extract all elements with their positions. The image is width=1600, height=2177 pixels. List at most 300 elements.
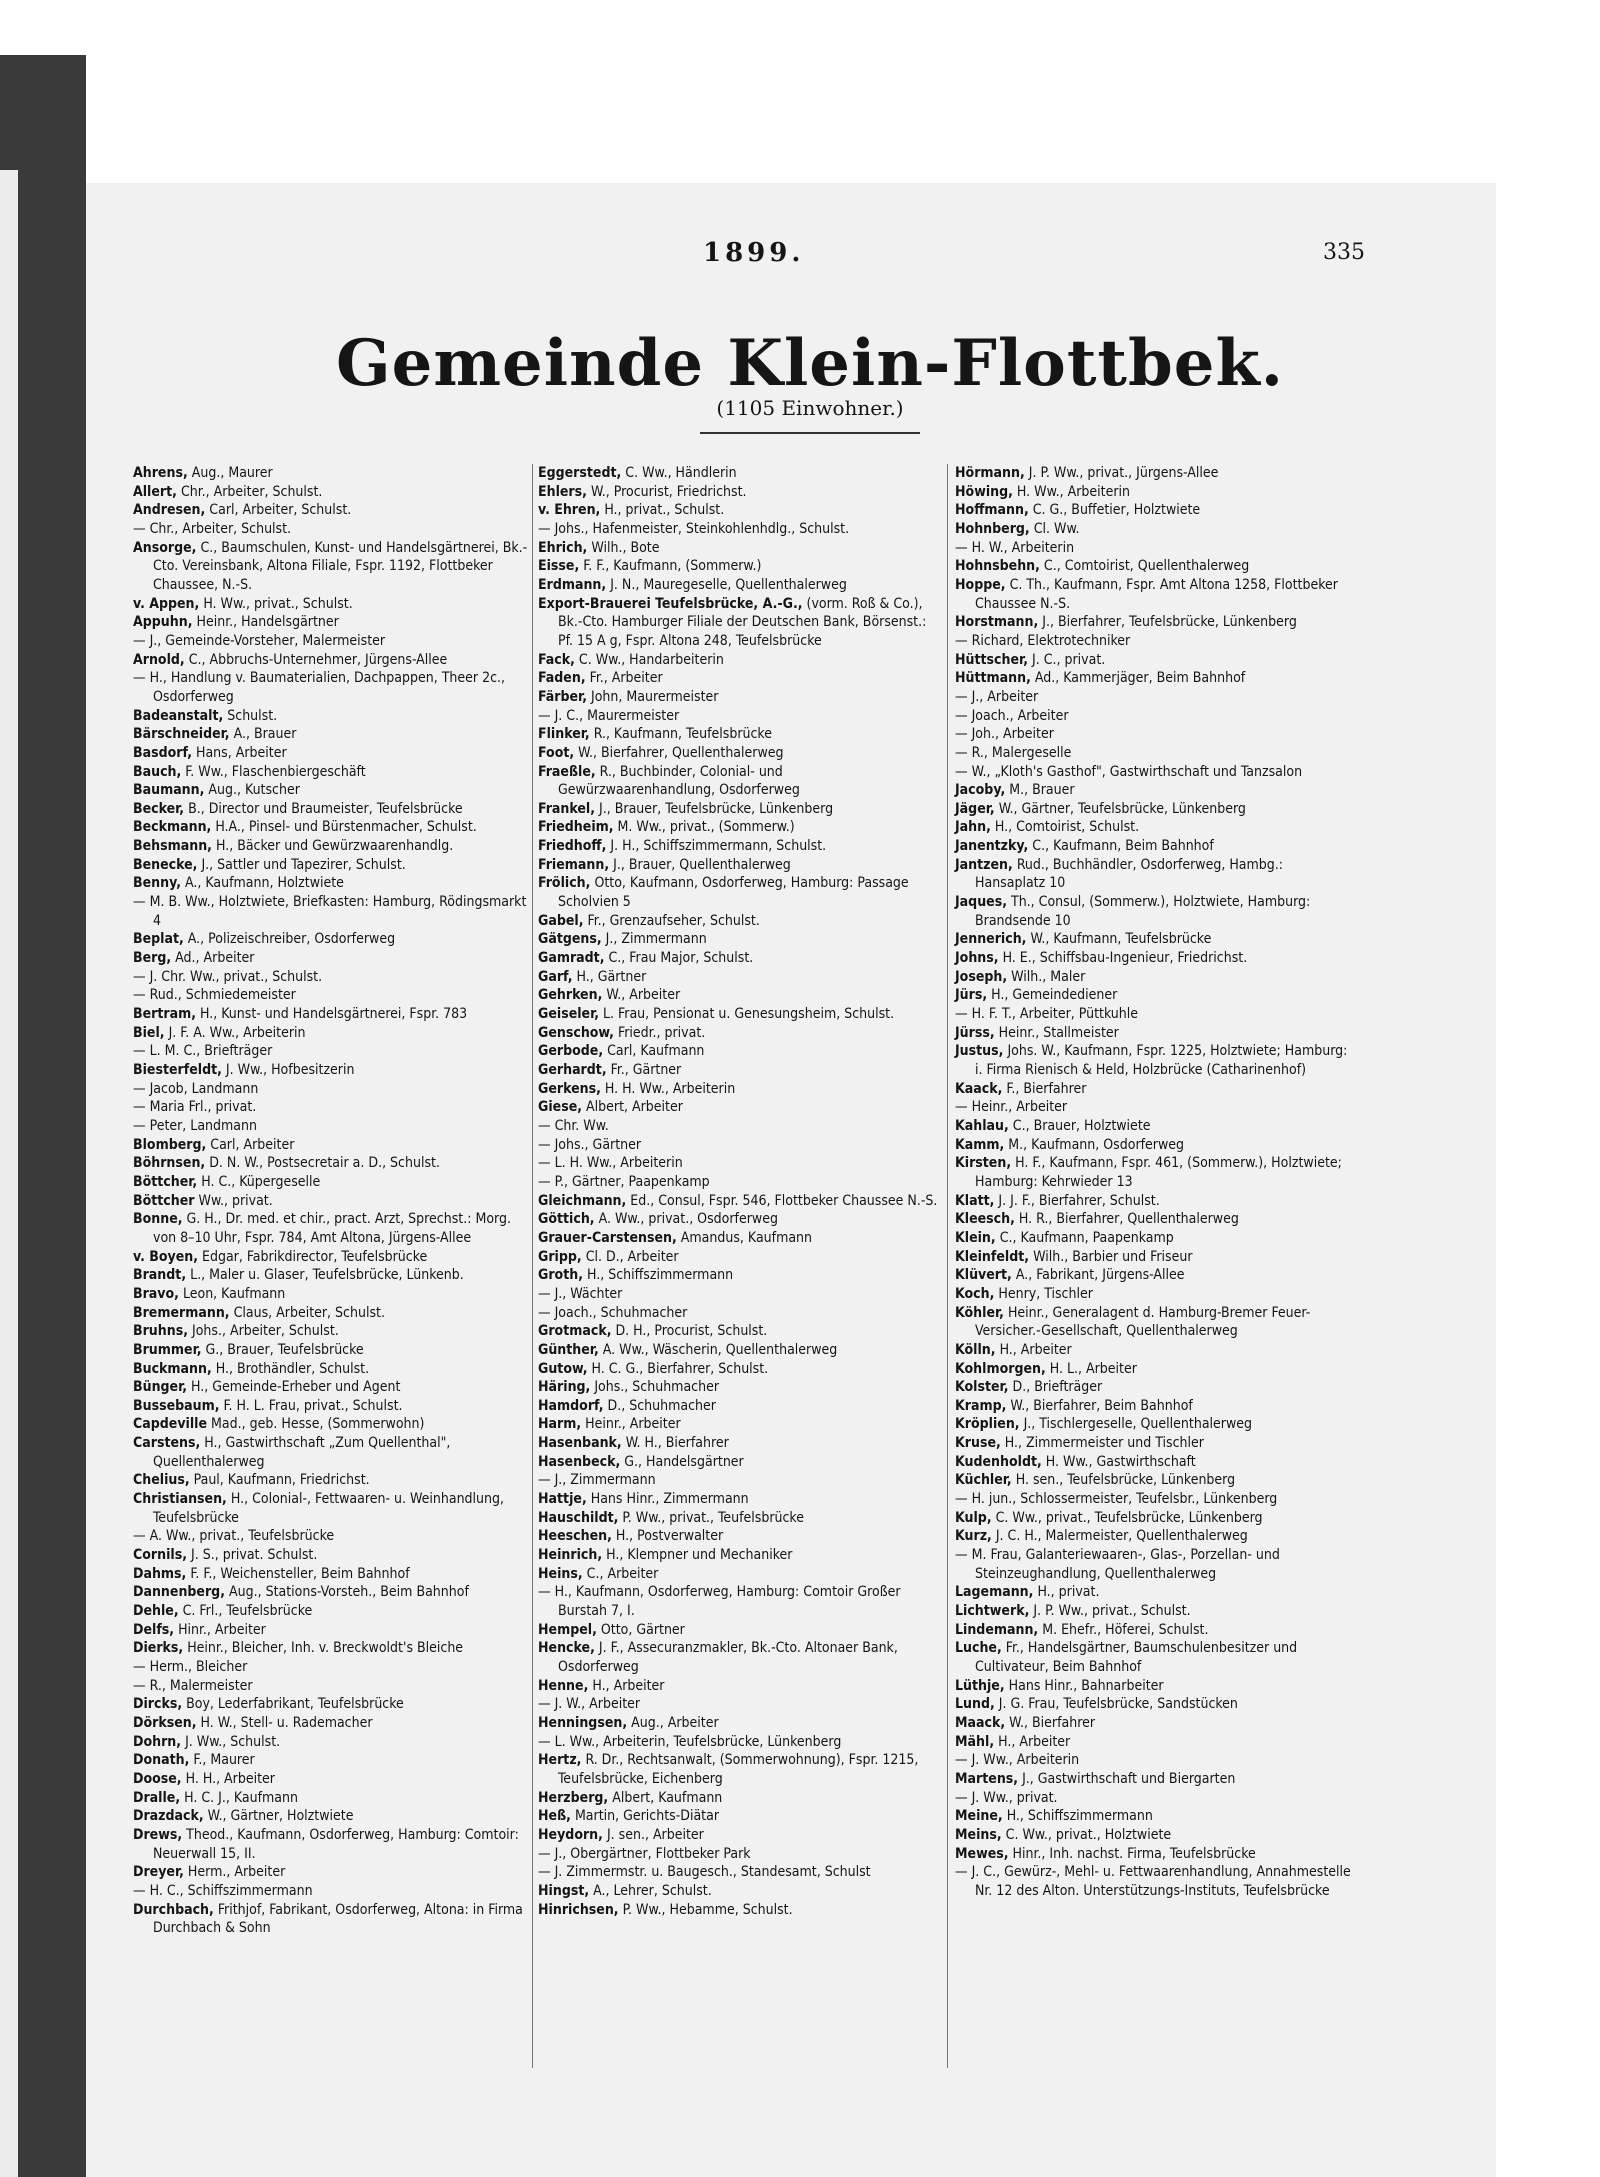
entry-surname: Biel,	[133, 1024, 165, 1041]
entry-details: — H. W., Arbeiterin	[955, 539, 1075, 556]
directory-entry	[955, 1453, 1357, 1472]
entry-surname: Luche,	[955, 1640, 1002, 1657]
entry-surname: Kruse,	[955, 1435, 1001, 1452]
directory-entry	[955, 1304, 1357, 1341]
entry-surname: Kolster,	[955, 1379, 1009, 1396]
entry-details: Heinr., Arbeiter	[585, 1416, 681, 1433]
entry-surname: Allert,	[133, 483, 177, 500]
entry-surname: Doose,	[133, 1770, 182, 1787]
entry-surname: Benecke,	[133, 856, 198, 873]
entry-details: Wilh., Barbier und Friseur	[1033, 1248, 1193, 1265]
entry-details: F. Ww., Flaschenbiergeschäft	[185, 763, 366, 780]
directory-entry	[955, 949, 1357, 968]
directory-entry	[538, 1509, 940, 1528]
directory-entry	[538, 1639, 940, 1676]
entry-details: H. L., Arbeiter	[1049, 1360, 1137, 1377]
entry-details: C., Kaufmann, Paapenkamp	[999, 1229, 1174, 1246]
entry-details: Hinr., Arbeiter	[178, 1621, 266, 1638]
directory-entry	[538, 1192, 940, 1211]
entry-details: J. C. H., Malermeister, Quellenthalerweg	[995, 1528, 1248, 1545]
entry-details: — J. C., Gewürz-, Mehl- u. Fettwaarenhandlung, Annahmestelle Nr. 12 des Alton. Unterstützungs-Instituts, Teufelsbrücke	[955, 1864, 1351, 1899]
entry-details: P. Ww., privat., Teufelsbrücke	[622, 1509, 804, 1526]
entry-details: F. H. L. Frau, privat., Schulst.	[223, 1397, 403, 1414]
directory-entry	[133, 632, 535, 651]
entry-details: — J. C., Maurermeister	[538, 707, 680, 724]
directory-entry	[133, 818, 535, 837]
entry-surname: Behsmann,	[133, 838, 212, 855]
section-subtitle: (1105 Einwohner.)	[716, 396, 904, 420]
entry-details: — H. F. T., Arbeiter, Püttkuhle	[955, 1006, 1139, 1023]
directory-entry	[955, 464, 1357, 483]
directory-entry	[538, 1154, 940, 1173]
entry-details: H., Gemeindediener	[991, 987, 1118, 1004]
entry-surname: Dohrn,	[133, 1733, 182, 1750]
entry-details: Fr., Grenzaufseher, Schulst.	[587, 912, 760, 929]
entry-details: Friedr., privat.	[617, 1024, 706, 1041]
entry-surname: Buckmann,	[133, 1360, 212, 1377]
entry-surname: Gätgens,	[538, 931, 602, 948]
entry-surname: Justus,	[955, 1043, 1004, 1060]
entry-details: D. N. W., Postsecretair a. D., Schulst.	[209, 1155, 440, 1172]
entry-details: — Chr., Arbeiter, Schulst.	[133, 520, 292, 537]
directory-entry	[955, 1192, 1357, 1211]
entry-surname: Bussebaum,	[133, 1397, 220, 1414]
entry-details: Johs., Arbeiter, Schulst.	[192, 1323, 339, 1340]
entry-details: Edgar, Fabrikdirector, Teufelsbrücke	[202, 1248, 428, 1265]
directory-entry	[538, 1061, 940, 1080]
entry-details: C. Ww., privat., Teufelsbrücke, Lünkenberg	[995, 1509, 1263, 1526]
entry-surname: Hingst,	[538, 1882, 590, 1899]
entry-surname: Durchbach,	[133, 1901, 214, 1918]
directory-entry	[538, 1378, 940, 1397]
directory-entry	[538, 1733, 940, 1752]
entry-surname: Henningsen,	[538, 1714, 628, 1731]
entry-details: Hans, Arbeiter	[195, 744, 287, 761]
entry-details: Frithjof, Fabrikant, Osdorferweg, Altona: in Firma Durchbach & Sohn	[153, 1901, 523, 1937]
entry-surname: Fack,	[538, 651, 575, 668]
entry-details: J., Gastwirthschaft und Biergarten	[1022, 1770, 1236, 1787]
directory-entry	[955, 1490, 1357, 1509]
entry-details: B., Director und Braumeister, Teufelsbrücke	[188, 800, 463, 817]
entry-details: Heinr., Stallmeister	[998, 1024, 1119, 1041]
directory-entry	[133, 1304, 535, 1323]
directory-entry	[955, 707, 1357, 726]
entry-details: C., Comtoirist, Quellenthalerweg	[1043, 558, 1250, 575]
entry-details: — W., „Kloth's Gasthof", Gastwirthschaft und Tanzsalon	[955, 763, 1303, 780]
entry-details: H. C., Küpergeselle	[201, 1173, 321, 1190]
entry-details: H., Gärtner	[576, 968, 647, 985]
directory-entry	[538, 968, 940, 987]
entry-details: Ad., Kammerjäger, Beim Bahnhof	[1034, 670, 1246, 687]
directory-entry	[133, 464, 535, 483]
entry-surname: Donath,	[133, 1752, 190, 1769]
entry-surname: Gamradt,	[538, 950, 605, 967]
entry-details: — Joh., Arbeiter	[955, 726, 1054, 743]
entry-details: P. Ww., Hebamme, Schulst.	[622, 1901, 793, 1918]
entry-details: — L. M. C., Briefträger	[133, 1043, 273, 1060]
column-divider	[947, 464, 948, 2068]
entry-surname: Foot,	[538, 744, 575, 761]
entry-surname: Bünger,	[133, 1379, 188, 1396]
directory-entry	[133, 1042, 535, 1061]
directory-entry	[133, 1154, 535, 1173]
entry-surname: Johns,	[955, 950, 999, 967]
entry-details: D. H., Procurist, Schulst.	[615, 1323, 768, 1340]
entry-details: J., Brauer, Teufelsbrücke, Lünkenberg	[599, 800, 834, 817]
entry-details: J., Sattler und Tapezirer, Schulst.	[201, 856, 406, 873]
entry-surname: Hohnsbehn,	[955, 558, 1040, 575]
entry-surname: Delfs,	[133, 1621, 175, 1638]
entry-surname: Jürss,	[955, 1024, 995, 1041]
directory-entry	[538, 1360, 940, 1379]
entry-details: C., Abbruchs-Unternehmer, Jürgens-Allee	[188, 651, 448, 668]
entry-details: Aug., Kutscher	[208, 782, 300, 799]
entry-details: C., Frau Major, Schulst.	[608, 950, 754, 967]
entry-details: Fr., Gärtner	[610, 1062, 682, 1078]
entry-details: M. Ehefr., Höferei, Schulst.	[1042, 1621, 1209, 1638]
directory-entry	[955, 1080, 1357, 1099]
directory-entry	[955, 725, 1357, 744]
entry-surname: Färber,	[538, 688, 587, 705]
directory-entry	[538, 1117, 940, 1136]
entry-details: — M. B. Ww., Holztwiete, Briefkasten: Hamburg, Rödingsmarkt 4	[133, 894, 527, 929]
directory-entry	[955, 856, 1357, 893]
entry-details: L., Maler u. Glaser, Teufelsbrücke, Lünkenb.	[190, 1267, 464, 1284]
entry-surname: Kamm,	[955, 1136, 1005, 1153]
directory-entry	[538, 501, 940, 520]
directory-entry	[538, 483, 940, 502]
entry-details: Aug., Arbeiter	[631, 1714, 719, 1731]
directory-entry	[538, 1098, 940, 1117]
directory-entry	[133, 483, 535, 502]
directory-entry	[538, 651, 940, 670]
directory-entry	[538, 1807, 940, 1826]
entry-surname: Fraeßle,	[538, 763, 596, 780]
entry-details: Henry, Tischler	[998, 1285, 1093, 1302]
entry-details: C., Baumschulen, Kunst- und Handelsgärtnerei, Bk.-Cto. Vereinsbank, Altona Filiale, Fspr. 1192, Flottbeker Chaussee, N.-S.	[153, 539, 528, 593]
entry-surname: v. Boyen,	[133, 1248, 198, 1265]
entry-surname: Hattje,	[538, 1491, 587, 1508]
directory-entry	[538, 1471, 940, 1490]
directory-entry	[955, 1005, 1357, 1024]
entry-surname: Hamdorf,	[538, 1397, 604, 1414]
entry-details: H. sen., Teufelsbrücke, Lünkenberg	[1015, 1472, 1236, 1489]
entry-details: G., Handelsgärtner	[624, 1453, 744, 1470]
entry-details: H.A., Pinsel- und Bürstenmacher, Schulst.	[215, 819, 477, 836]
directory-entry	[133, 501, 535, 520]
entry-surname: Drazdack,	[133, 1808, 204, 1825]
directory-entry	[133, 800, 535, 819]
entry-surname: Kahlau,	[955, 1117, 1009, 1134]
entry-details: H. C. G., Bierfahrer, Schulst.	[591, 1360, 769, 1377]
entry-details: Wilh., Maler	[1011, 968, 1086, 985]
entry-surname: Gripp,	[538, 1248, 582, 1265]
entry-surname: Kirsten,	[955, 1155, 1012, 1172]
directory-entry	[538, 725, 940, 744]
entry-details: Hinr., Inh. nachst. Firma, Teufelsbrücke	[1012, 1845, 1256, 1862]
entry-surname: Klatt,	[955, 1192, 995, 1209]
entry-details: F. F., Kaufmann, (Sommerw.)	[583, 558, 762, 575]
entry-details: H., Arbeiter	[999, 1341, 1072, 1358]
directory-entry	[955, 1210, 1357, 1229]
entry-details: Heinr., Handelsgärtner	[196, 614, 339, 631]
entry-surname: Jantzen,	[955, 856, 1013, 873]
entry-details: Johs. W., Kaufmann, Fspr. 1225, Holztwiete; Hamburg: i. Firma Rienisch & Held, Holzbrücke (Catharinenhof)	[975, 1043, 1348, 1078]
entry-details: W. H., Bierfahrer	[625, 1435, 729, 1452]
directory-entry	[133, 986, 535, 1005]
directory-entry	[133, 669, 535, 706]
entry-details: — J., Wächter	[538, 1285, 623, 1302]
directory-entry	[538, 1863, 940, 1882]
directory-entry	[538, 1322, 940, 1341]
directory-entry	[538, 1453, 940, 1472]
directory-entry	[538, 1695, 940, 1714]
entry-surname: Bertram,	[133, 1006, 196, 1023]
entry-details: D., Briefträger	[1012, 1379, 1103, 1396]
entry-surname: Erdmann,	[538, 576, 607, 593]
entry-details: H., Postverwalter	[615, 1528, 724, 1545]
entry-details: — J. Zimmermstr. u. Baugesch., Standesamt, Schulst	[538, 1864, 871, 1881]
directory-entry	[133, 1248, 535, 1267]
entry-surname: Mähl,	[955, 1733, 995, 1750]
directory-entry	[955, 1229, 1357, 1248]
entry-details: Otto, Gärtner	[600, 1621, 685, 1638]
entry-surname: Benny,	[133, 875, 181, 892]
directory-entry	[538, 669, 940, 688]
directory-entry	[955, 1117, 1357, 1136]
entry-surname: Frankel,	[538, 800, 596, 817]
directory-entry	[955, 1378, 1357, 1397]
entry-surname: Dörksen,	[133, 1714, 197, 1731]
entry-surname: Heydorn,	[538, 1826, 603, 1843]
directory-column-3	[955, 464, 1357, 1901]
entry-surname: Kleinfeldt,	[955, 1248, 1030, 1265]
entry-details: Carl, Arbeiter	[210, 1136, 295, 1153]
entry-surname: Lüthje,	[955, 1677, 1005, 1694]
entry-details: M., Brauer	[1009, 782, 1075, 799]
directory-entry	[955, 1360, 1357, 1379]
entry-surname: Ehlers,	[538, 483, 587, 500]
entry-details: Amandus, Kaufmann	[680, 1229, 813, 1246]
entry-details: C., Kaufmann, Beim Bahnhof	[1032, 838, 1214, 855]
entry-surname: Gehrken,	[538, 987, 603, 1004]
entry-details: F., Maurer	[193, 1752, 255, 1769]
directory-entry	[538, 1490, 940, 1509]
directory-entry	[133, 539, 535, 595]
entry-surname: Horstmann,	[955, 614, 1039, 631]
entry-details: Paul, Kaufmann, Friedrichst.	[193, 1472, 370, 1489]
directory-entry	[955, 1285, 1357, 1304]
entry-details: Otto, Kaufmann, Osdorferweg, Hamburg: Passage Scholvien 5	[558, 875, 909, 911]
entry-details: — H. jun., Schlossermeister, Teufelsbr., Lünkenberg	[955, 1491, 1278, 1508]
entry-details: J. P. Ww., privat., Schulst.	[1033, 1603, 1191, 1620]
entry-details: F. F., Weichensteller, Beim Bahnhof	[190, 1565, 410, 1582]
entry-details: J. H., Schiffszimmermann, Schulst.	[610, 838, 827, 855]
entry-surname: Beckmann,	[133, 819, 212, 836]
directory-entry	[955, 1695, 1357, 1714]
directory-entry	[955, 781, 1357, 800]
entry-details: H., privat.	[1037, 1584, 1100, 1601]
directory-entry	[133, 1378, 535, 1397]
directory-entry	[133, 1789, 535, 1808]
entry-surname: Bravo,	[133, 1285, 179, 1302]
entry-details: Boy, Lederfabrikant, Teufelsbrücke	[186, 1696, 404, 1713]
entry-details: C. Ww., Händlerin	[625, 465, 737, 481]
directory-entry	[538, 1210, 940, 1229]
directory-entry	[133, 1770, 535, 1789]
entry-details: Leon, Kaufmann	[182, 1285, 286, 1302]
directory-entry	[955, 1733, 1357, 1752]
entry-surname: Bremermann,	[133, 1304, 230, 1321]
directory-entry	[538, 1583, 940, 1620]
entry-surname: Jäger,	[955, 800, 995, 817]
entry-surname: Bärschneider,	[133, 726, 230, 743]
entry-surname: Dircks,	[133, 1696, 183, 1713]
entry-details: Ed., Consul, Fspr. 546, Flottbeker Chaussee N.-S.	[630, 1192, 938, 1209]
entry-details: — R., Malermeister	[133, 1677, 253, 1694]
entry-details: D., Schuhmacher	[607, 1397, 716, 1414]
entry-details: W., Bierfahrer, Quellenthalerweg	[578, 744, 784, 761]
entry-surname: Becker,	[133, 800, 185, 817]
entry-surname: Gerbode,	[538, 1043, 604, 1060]
entry-surname: Arnold,	[133, 651, 185, 668]
entry-details: — H. C., Schiffszimmermann	[133, 1882, 313, 1899]
entry-details: H. Ww., Arbeiterin	[1016, 483, 1131, 500]
directory-entry	[538, 800, 940, 819]
entry-details: H. W., Stell- u. Rademacher	[200, 1714, 373, 1731]
entry-details: — Maria Frl., privat.	[133, 1099, 257, 1116]
entry-surname: Günther,	[538, 1341, 599, 1358]
entry-details: H., Comtoirist, Schulst.	[994, 819, 1140, 836]
directory-entry	[133, 1602, 535, 1621]
entry-details: Carl, Arbeiter, Schulst.	[209, 502, 352, 519]
directory-entry	[538, 1565, 940, 1584]
directory-entry	[133, 1621, 535, 1640]
directory-entry	[955, 669, 1357, 688]
entry-details: H. C. J., Kaufmann	[184, 1789, 298, 1806]
directory-entry	[133, 744, 535, 763]
entry-details: W., Procurist, Friedrichst.	[590, 483, 747, 500]
entry-surname: v. Appen,	[133, 595, 200, 612]
directory-entry	[133, 1677, 535, 1696]
entry-surname: Kohlmorgen,	[955, 1360, 1046, 1377]
directory-entry	[538, 818, 940, 837]
directory-entry	[538, 1173, 940, 1192]
entry-surname: Export-Brauerei Teufelsbrücke, A.-G.,	[538, 595, 803, 612]
entry-details: J., Brauer, Quellenthalerweg	[613, 856, 791, 873]
entry-surname: Lund,	[955, 1696, 995, 1713]
directory-entry	[538, 1751, 940, 1788]
directory-entry	[133, 595, 535, 614]
directory-entry	[133, 1639, 535, 1658]
entry-surname: Klüvert,	[955, 1267, 1012, 1284]
entry-details: Fr., Handelsgärtner, Baumschulenbesitzer und Cultivateur, Beim Bahnhof	[975, 1640, 1298, 1675]
entry-surname: Kramp,	[955, 1397, 1007, 1414]
entry-details: A., Brauer	[233, 726, 297, 743]
directory-entry	[538, 1714, 940, 1733]
entry-details: H. H. Ww., Arbeiterin	[604, 1080, 736, 1097]
directory-entry	[955, 763, 1357, 782]
directory-entry	[955, 986, 1357, 1005]
entry-surname: Bruhns,	[133, 1323, 189, 1340]
entry-details: A., Kaufmann, Holztwiete	[185, 875, 344, 892]
directory-entry	[955, 1845, 1357, 1864]
directory-entry	[955, 557, 1357, 576]
entry-surname: Meine,	[955, 1808, 1003, 1825]
entry-details: J. F. A. Ww., Arbeiterin	[168, 1024, 306, 1041]
directory-entry	[538, 1304, 940, 1323]
directory-entry	[955, 1024, 1357, 1043]
entry-details: C. Frl., Teufelsbrücke	[182, 1603, 313, 1620]
directory-entry	[955, 1415, 1357, 1434]
entry-details: M. Ww., privat., (Sommerw.)	[617, 819, 795, 836]
entry-details: H., Arbeiter	[592, 1677, 665, 1694]
directory-entry	[955, 483, 1357, 502]
directory-entry	[538, 1248, 940, 1267]
entry-details: A. Ww., Wäscherin, Quellenthalerweg	[602, 1341, 838, 1358]
entry-details: H., Klempner und Mechaniker	[606, 1547, 793, 1564]
entry-details: J. sen., Arbeiter	[606, 1826, 704, 1843]
entry-details: H. Ww., Gastwirthschaft	[1045, 1453, 1196, 1470]
entry-details: — Richard, Elektrotechniker	[955, 632, 1131, 649]
entry-surname: Klein,	[955, 1229, 996, 1246]
entry-surname: Dreyer,	[133, 1864, 184, 1881]
entry-details: J. C., privat.	[1031, 651, 1106, 668]
entry-surname: Böttcher	[133, 1192, 195, 1209]
entry-details: R. Dr., Rechtsanwalt, (Sommerwohnung), Fspr. 1215, Teufelsbrücke, Eichenberg	[558, 1752, 919, 1787]
directory-entry	[133, 1882, 535, 1901]
directory-entry	[133, 520, 535, 539]
directory-entry	[538, 520, 940, 539]
directory-entry	[133, 1210, 535, 1247]
entry-details: W., Bierfahrer, Beim Bahnhof	[1010, 1397, 1193, 1414]
directory-entry	[133, 1471, 535, 1490]
entry-surname: Garf,	[538, 968, 573, 985]
directory-entry	[133, 1901, 535, 1938]
entry-details: W., Kaufmann, Teufelsbrücke	[1030, 931, 1212, 948]
entry-details: A., Lehrer, Schulst.	[593, 1882, 712, 1899]
entry-details: Th., Consul, (Sommerw.), Holztwiete, Hamburg: Brandsende 10	[975, 894, 1311, 929]
entry-details: G. H., Dr. med. et chir., pract. Arzt, Sprechst.: Morg. von 8–10 Uhr, Fspr. 784, Amt Altona, Jürgens-Allee	[153, 1211, 511, 1246]
entry-details: R., Kaufmann, Teufelsbrücke	[593, 726, 772, 743]
directory-entry	[133, 1527, 535, 1546]
entry-surname: Bonne,	[133, 1211, 183, 1228]
directory-entry	[955, 1266, 1357, 1285]
entry-details: Wilh., Bote	[591, 539, 660, 556]
entry-details: — Rud., Schmiedemeister	[133, 987, 296, 1004]
entry-details: — J. Chr. Ww., privat., Schulst.	[133, 968, 323, 985]
entry-details: J. J. F., Bierfahrer, Schulst.	[998, 1192, 1160, 1209]
entry-details: — Johs., Hafenmeister, Steinkohlenhdlg., Schulst.	[538, 520, 850, 537]
directory-entry	[133, 837, 535, 856]
entry-details: G., Brauer, Teufelsbrücke	[205, 1341, 364, 1358]
directory-entry	[133, 1061, 535, 1080]
directory-entry	[955, 1807, 1357, 1826]
entry-surname: Hasenbank,	[538, 1435, 622, 1452]
directory-entry	[955, 1527, 1357, 1546]
directory-entry	[955, 539, 1357, 558]
entry-details: John, Maurermeister	[591, 688, 719, 705]
entry-details: J., Tischlergeselle, Quellenthalerweg	[1023, 1416, 1253, 1433]
directory-entry	[538, 1789, 940, 1808]
directory-entry	[955, 744, 1357, 763]
entry-surname: Berg,	[133, 950, 172, 967]
entry-details: — J., Obergärtner, Flottbeker Park	[538, 1845, 751, 1862]
entry-details: W., Arbeiter	[606, 987, 681, 1004]
directory-entry	[133, 781, 535, 800]
directory-entry	[133, 613, 535, 632]
directory-entry	[133, 1490, 535, 1527]
